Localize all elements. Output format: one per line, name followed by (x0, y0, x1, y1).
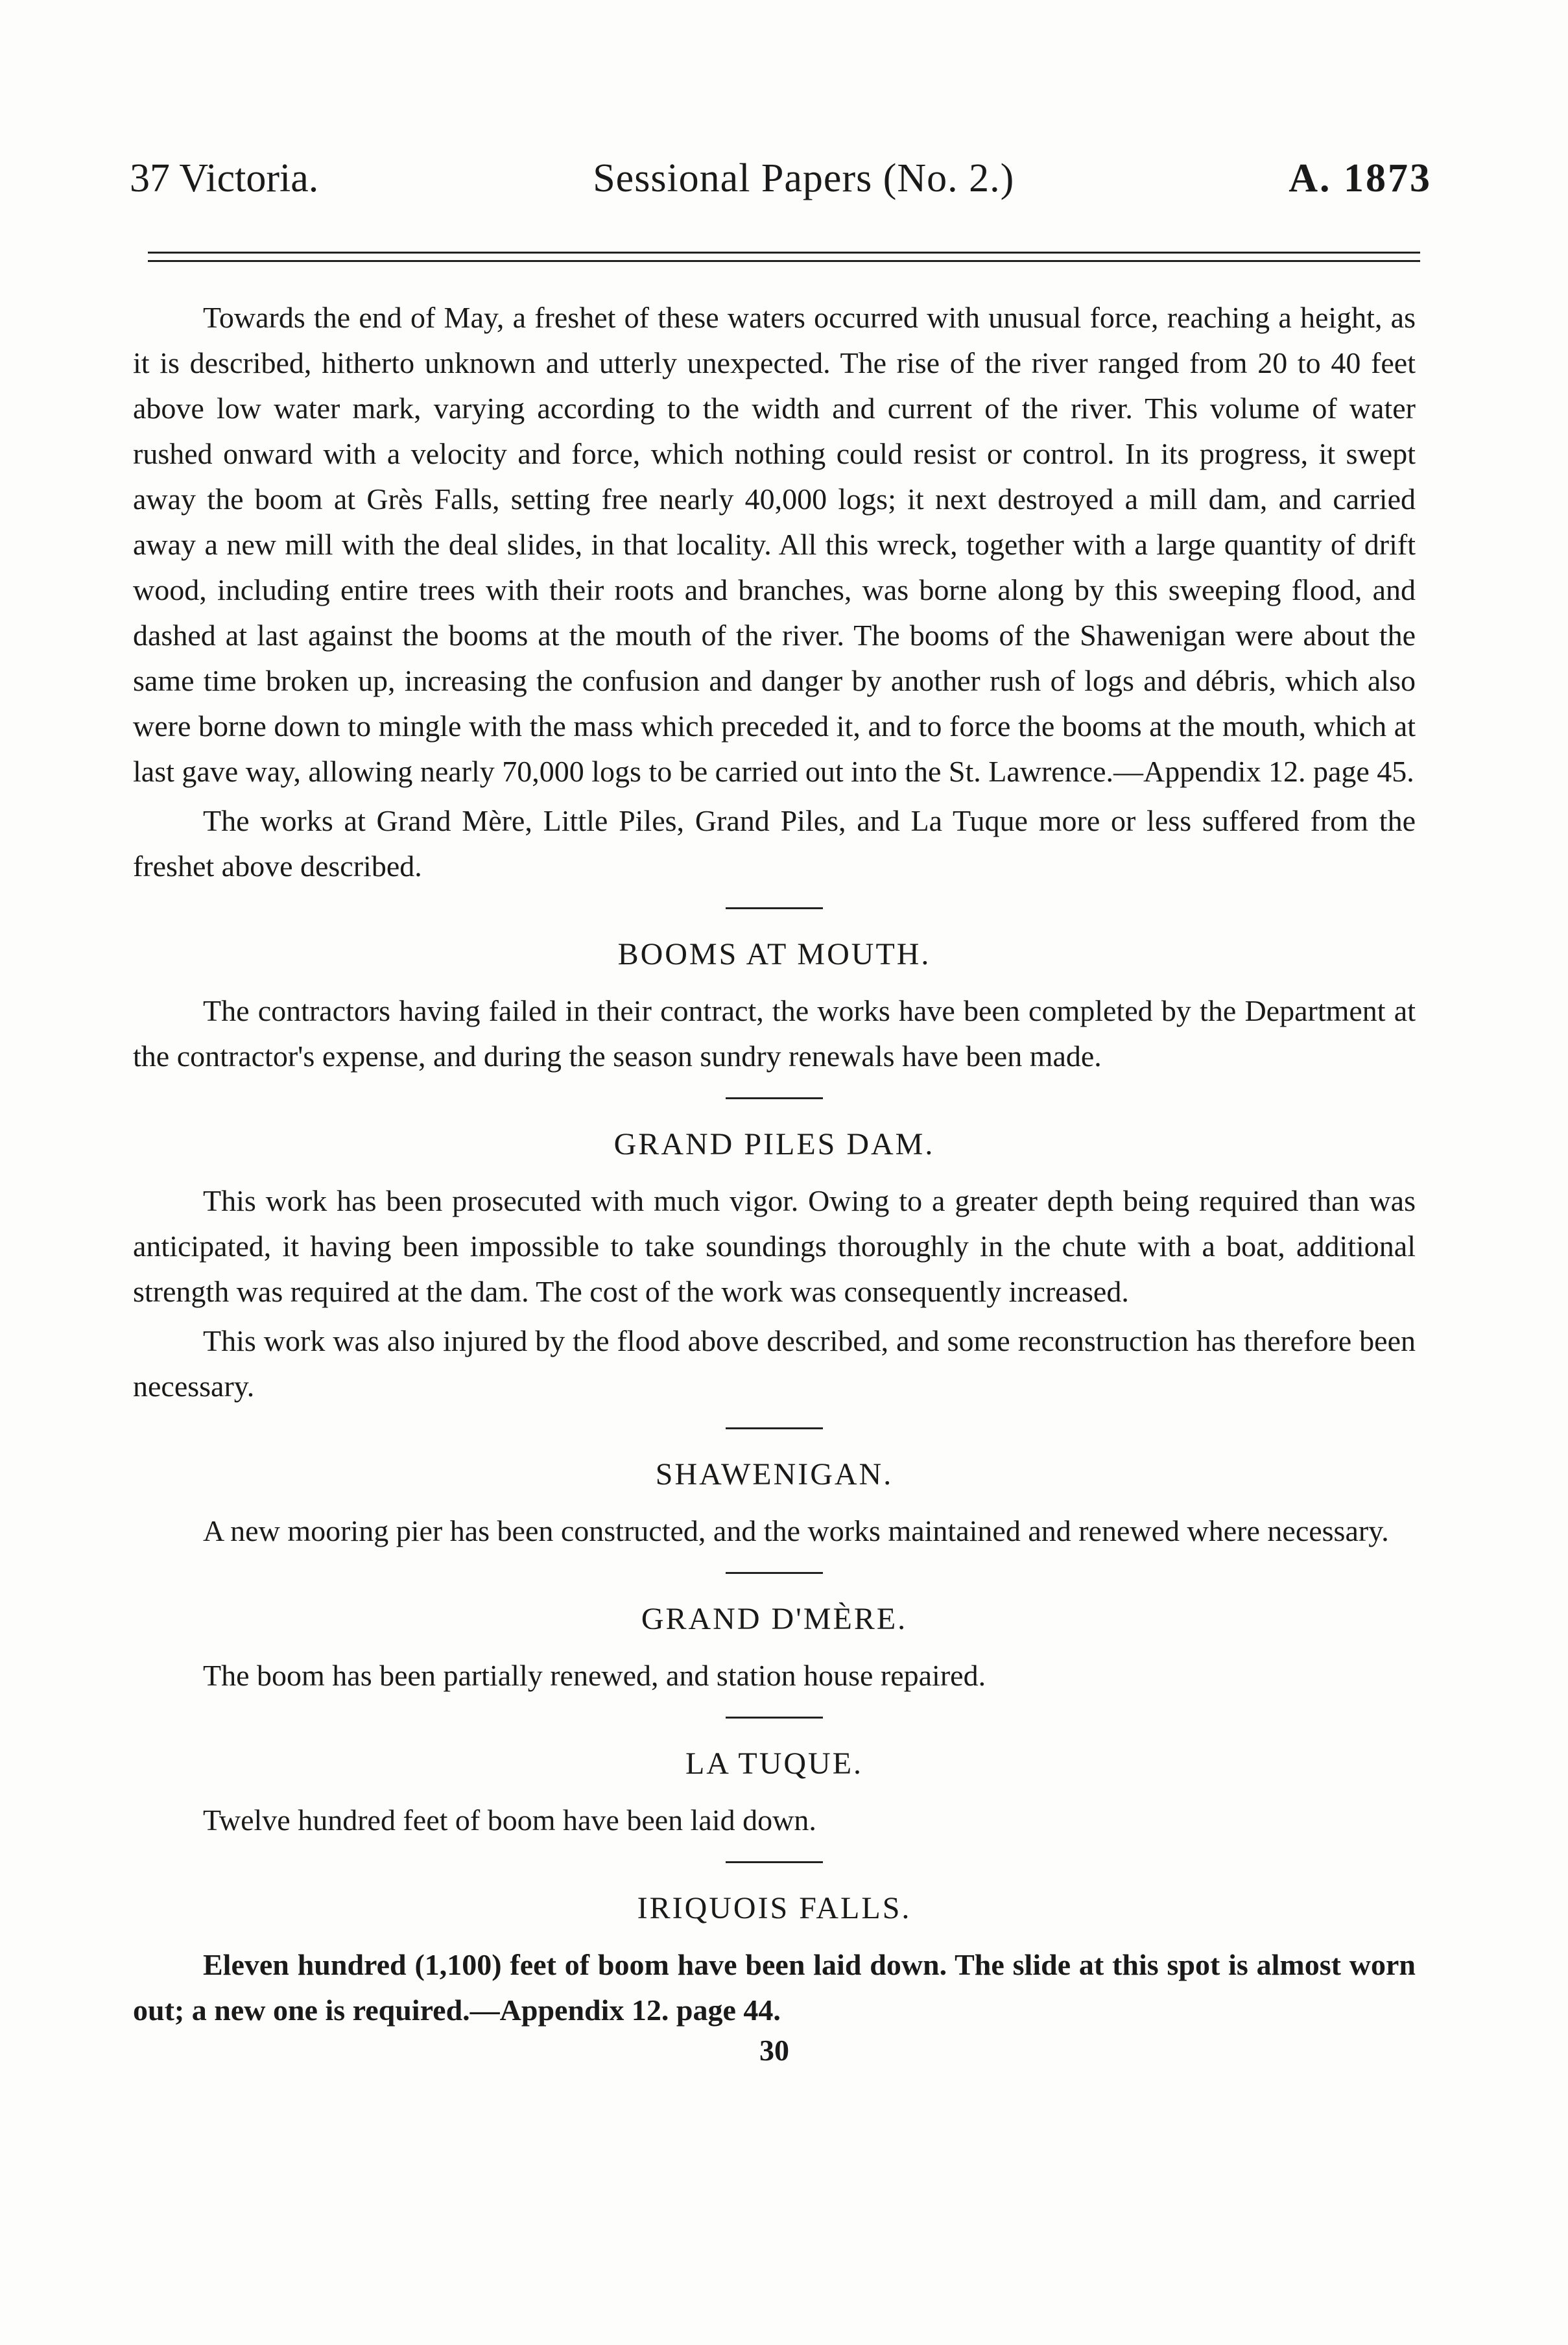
section-paragraph: Twelve hundred feet of boom have been laid down. (203, 1803, 816, 1837)
section-booms-at-mouth (133, 907, 1416, 1079)
section-heading: IRIQUOIS FALLS. (637, 1891, 912, 1925)
section-paragraph: This work has been prosecuted with much vigor. Owing to a greater depth being required than was anticipated, it having been impossible to take soundings thoroughly in the chute with a boat, additional strength was required at the dam. The cost of the work was consequently increased. (133, 1184, 1416, 1308)
section-heading: SHAWENIGAN. (655, 1457, 894, 1492)
section-paragraph: The contractors having failed in their contract, the works have been completed by the Department at the contractor's expense, and during the season sundry renewals have been made. (133, 994, 1416, 1073)
header-year: A. 1873 (1289, 156, 1432, 200)
section-grand-piles-dam (133, 1097, 1416, 1409)
page-number: 30 (759, 2034, 789, 2067)
section-heading: BOOMS AT MOUTH. (617, 937, 931, 971)
section-la-tuque (133, 1717, 1416, 1843)
section-divider (726, 1427, 823, 1429)
page-header (130, 156, 1432, 202)
section-divider (726, 1717, 823, 1719)
header-double-rule (148, 252, 1420, 262)
section-divider (726, 1861, 823, 1863)
section-paragraph: This work was also injured by the flood above described, and some reconstruction has therefore been necessary. (133, 1324, 1416, 1403)
section-heading: LA TUQUE. (685, 1746, 864, 1781)
section-paragraph: The boom has been partially renewed, and station house repaired. (203, 1659, 986, 1692)
section-divider (726, 1097, 823, 1099)
document-body (133, 295, 1416, 2073)
intro-paragraph: The works at Grand Mère, Little Piles, Grand Piles, and La Tuque more or less suffered from the freshet above described. (133, 804, 1416, 883)
section-divider (726, 1572, 823, 1574)
section-grand-d-mere (133, 1572, 1416, 1698)
section-divider (726, 907, 823, 909)
section-shawenigan (133, 1427, 1416, 1554)
intro-paragraph: Towards the end of May, a freshet of these waters occurred with unusual force, reaching a height, as it is described, hitherto unknown and utterly unexpected. The rise of the river ranged from 20 to 40 feet above low water mark, varying according to the width and current of the river. This volume of water rushed onward with a velocity and force, which nothing could resist or control. In its progress, it swept away the boom at Grès Falls, setting free nearly 40,000 logs; it next destroyed a mill dam, and carried away a new mill with the deal slides, in that locality. All this wreck, together with a large quantity of drift wood, including entire trees with their roots and branches, was borne along by this sweeping flood, and dashed at last against the booms at the mouth of the river. The booms of the Shawenigan were about the same time broken up, increasing the confusion and danger by another rush of logs and débris, which also were borne down to mingle with the mass which preceded it, and to force the booms at the mouth, which at last gave way, allowing nearly 70,000 logs to be carried out into the St. Lawrence.—Appendix 12. page 45. (133, 301, 1416, 788)
section-heading: GRAND D'MÈRE. (641, 1602, 908, 1636)
section-heading: GRAND PILES DAM. (613, 1127, 935, 1161)
section-paragraph: A new mooring pier has been constructed, and the works maintained and renewed where necessary. (203, 1514, 1389, 1547)
header-title: Sessional Papers (No. 2.) (593, 156, 1015, 200)
section-paragraph: Eleven hundred (1,100) feet of boom have been laid down. The slide at this spot is almost worn out; a new one is required.—Appendix 12. page 44. (133, 1948, 1416, 2027)
section-iriquois-falls (133, 1861, 1416, 2033)
header-session: 37 Victoria. (130, 156, 319, 200)
